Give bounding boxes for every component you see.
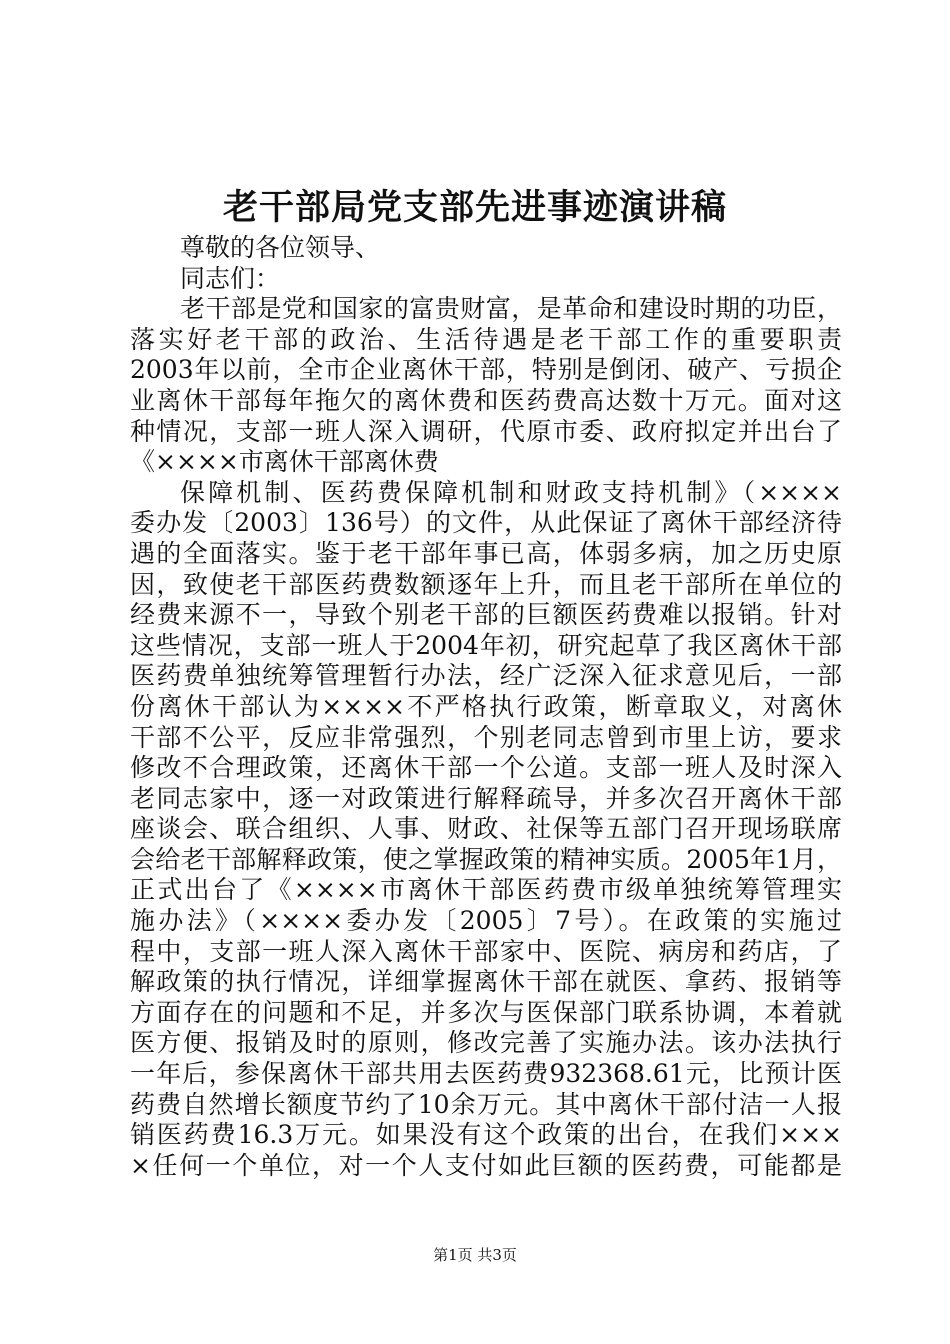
text-line: 委办发〔2003〕136号）的文件，从此保证了离休干部经济待 [130, 508, 842, 538]
text-line: 种情况，支部一班人深入调研，代原市委、政府拟定并出台了 [130, 416, 842, 446]
page-footer: 第1页 共3页 [433, 1246, 517, 1264]
text-line: 会给老干部解释政策，使之掌握政策的精神实质。2005年1月， [130, 844, 842, 874]
text-line: 医药费单独统筹管理暂行办法，经广泛深入征求意见后，一部 [130, 661, 842, 691]
text-line: 2003年以前，全市企业离休干部，特别是倒闭、破产、亏损企 [130, 355, 842, 385]
text-line: 老干部是党和国家的富贵财富，是革命和建设时期的功臣， [180, 294, 842, 324]
text-line: 销医药费16.3万元。如果没有这个政策的出台，在我们××× [130, 1120, 842, 1150]
text-line: 老同志家中，逐一对政策进行解释疏导，并多次召开离休干部 [130, 783, 842, 813]
text-line: 方面存在的问题和不足，并多次与医保部门联系协调，本着就 [130, 997, 842, 1027]
text-line: 这些情况，支部一班人于2004年初，研究起草了我区离休干部 [130, 630, 842, 660]
text-line: 程中，支部一班人深入离休干部家中、医院、病房和药店，了 [130, 936, 842, 966]
text-line: 份离休干部认为××××不严格执行政策，断章取义，对离休 [130, 691, 842, 721]
text-line: 正式出台了《××××市离休干部医药费市级单独统筹管理实 [130, 875, 842, 905]
text-line: 《××××市离休干部离休费 [130, 447, 439, 477]
text-line: 座谈会、联合组织、人事、财政、社保等五部门召开现场联席 [130, 814, 842, 844]
text-line: 尊敬的各位领导、 [180, 233, 381, 262]
text-line: 保障机制、医药费保障机制和财政支持机制》（×××× [180, 477, 842, 507]
text-line: 修改不合理政策，还离休干部一个公道。支部一班人及时深入 [130, 753, 842, 783]
text-line: 经费来源不一，导致个别老干部的巨额医药费难以报销。针对 [130, 600, 842, 630]
text-line: 因，致使老干部医药费数额逐年上升，而且老干部所在单位的 [130, 569, 842, 599]
text-line: 业离休干部每年拖欠的离休费和医药费高达数十万元。面对这 [130, 385, 842, 415]
text-line: 解政策的执行情况，详细掌握离休干部在就医、拿药、报销等 [130, 967, 842, 997]
text-line: 药费自然增长额度节约了10余万元。其中离休干部付洁一人报 [130, 1089, 842, 1119]
text-line: 干部不公平，反应非常强烈，个别老同志曾到市里上访，要求 [130, 722, 842, 752]
text-line: 同志们： [180, 263, 281, 293]
document-title: 老干部局党支部先进事迹演讲稿 [222, 187, 727, 228]
text-line: ×任何一个单位，对一个人支付如此巨额的医药费，可能都是 [130, 1150, 842, 1180]
text-line: 医方便、报销及时的原则，修改完善了实施办法。该办法执行 [130, 1028, 842, 1058]
text-line: 落实好老干部的政治、生活待遇是老干部工作的重要职责 [130, 324, 842, 354]
text-line: 施办法》（××××委办发〔2005〕7号）。在政策的实施过 [130, 906, 842, 936]
text-line: 一年后，参保离休干部共用去医药费932368.61元，比预计医 [130, 1059, 842, 1089]
text-line: 遇的全面落实。鉴于老干部年事已高，体弱多病，加之历史原 [130, 538, 842, 568]
document-body [130, 233, 842, 1181]
